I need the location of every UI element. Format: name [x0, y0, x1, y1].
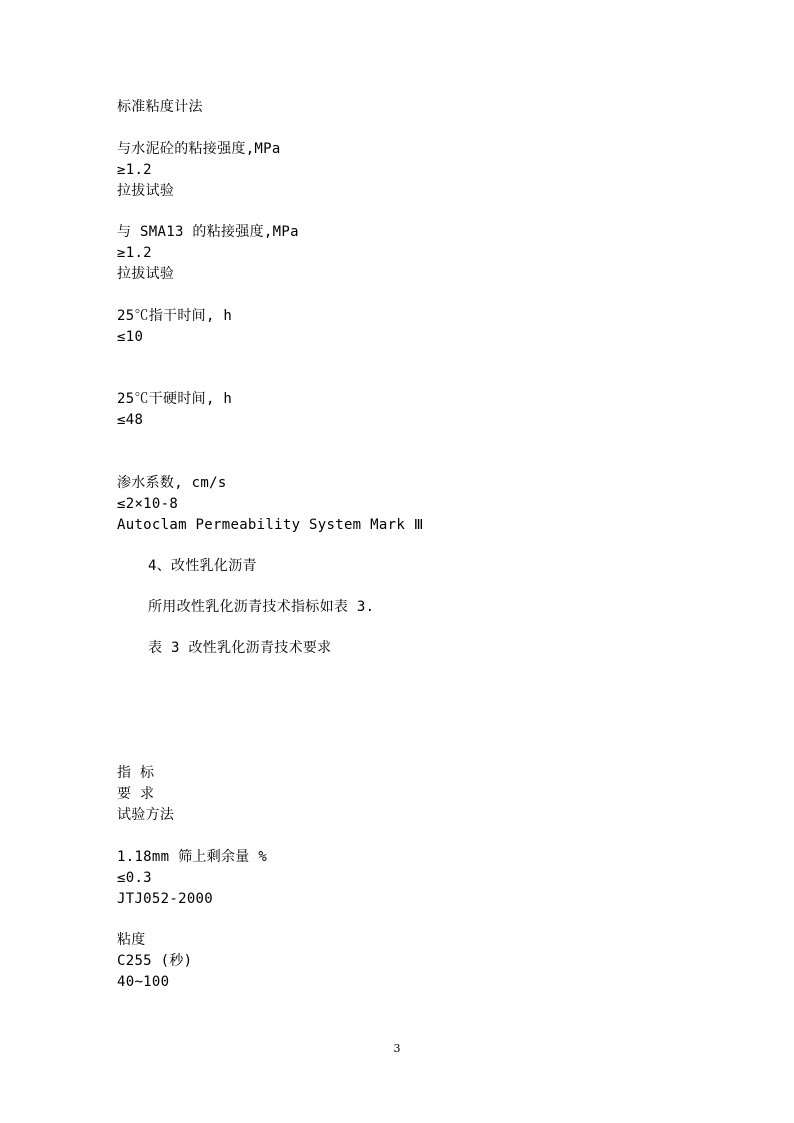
text-line: ≥1.2 — [117, 245, 152, 261]
table-cell: ≤0.3 — [117, 870, 152, 886]
text-line: 拉拔试验 — [117, 183, 175, 199]
table-header-cell: 试验方法 — [117, 807, 175, 823]
text-line: 拉拔试验 — [117, 266, 175, 282]
table-cell: 40~100 — [117, 974, 170, 990]
text-line: 与水泥砼的粘接强度,MPa — [117, 141, 281, 157]
text-line: ≥1.2 — [117, 162, 152, 178]
text-line: ≤2×10-8 — [117, 496, 179, 512]
text-line: 25℃指干时间, h — [117, 308, 233, 324]
table-cell: 粘度 — [117, 932, 146, 948]
section-heading: 4、改性乳化沥青 — [148, 558, 257, 574]
page-number: 3 — [393, 1042, 401, 1055]
table-header-cell: 要 求 — [117, 786, 155, 802]
text-line: ≤10 — [117, 329, 144, 345]
table-caption: 表 3 改性乳化沥青技术要求 — [148, 640, 332, 656]
text-line: 渗水系数, cm/s — [117, 475, 227, 491]
table-cell: 1.18mm 筛上剩余量 % — [117, 849, 268, 865]
text-line: 标准粘度计法 — [117, 99, 203, 115]
text-line: 与 SMA13 的粘接强度,MPa — [117, 224, 299, 240]
text-line: Autoclam Permeability System Mark Ⅲ — [117, 517, 424, 533]
table-cell: C255 (秒) — [117, 953, 193, 969]
text-line: ≤48 — [117, 412, 144, 428]
text-line: 25℃干硬时间, h — [117, 391, 233, 407]
table-cell: JTJ052-2000 — [117, 891, 214, 907]
paragraph: 所用改性乳化沥青技术指标如表 3. — [148, 599, 375, 615]
table-header-cell: 指 标 — [117, 765, 155, 781]
